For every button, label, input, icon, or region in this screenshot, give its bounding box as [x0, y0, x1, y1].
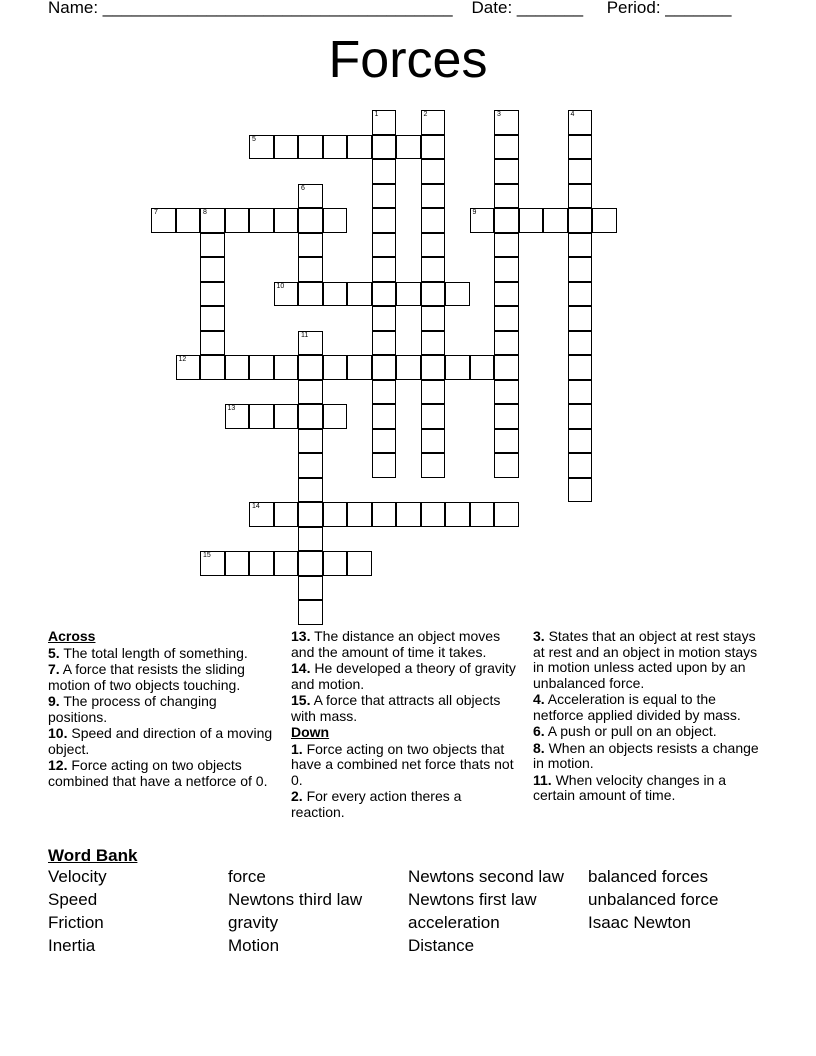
- crossword-cell[interactable]: [274, 135, 299, 160]
- crossword-cell[interactable]: [200, 208, 225, 233]
- crossword-cell[interactable]: [421, 110, 446, 135]
- crossword-cell[interactable]: [274, 282, 299, 307]
- crossword-cell[interactable]: [225, 404, 250, 429]
- clue-number: 13: [227, 405, 236, 412]
- clue-number-label: 7.: [48, 661, 60, 677]
- word-bank-item: Newtons second law: [408, 867, 564, 886]
- crossword-cell[interactable]: [274, 208, 299, 233]
- clue-item: [533, 724, 761, 740]
- clue-item: [291, 742, 516, 789]
- crossword-cell[interactable]: [249, 355, 274, 380]
- crossword-cell[interactable]: [323, 355, 348, 380]
- crossword-cell[interactable]: [298, 208, 323, 233]
- crossword-cell[interactable]: [372, 331, 397, 356]
- clue-number-label: 5.: [48, 644, 60, 661]
- crossword-cell[interactable]: [396, 135, 421, 160]
- crossword-cell[interactable]: [372, 208, 397, 233]
- word-bank-item: unbalanced force: [588, 890, 719, 909]
- crossword-cell[interactable]: [494, 282, 519, 307]
- crossword-cell[interactable]: [592, 208, 617, 233]
- crossword-cell[interactable]: [568, 233, 593, 258]
- crossword-cell[interactable]: [519, 208, 544, 233]
- clue-item: [533, 741, 761, 772]
- crossword-cell[interactable]: [568, 282, 593, 307]
- crossword-cell[interactable]: [421, 135, 446, 160]
- crossword-cell[interactable]: [421, 404, 446, 429]
- crossword-cell[interactable]: [298, 551, 323, 576]
- clue-item: [291, 629, 516, 660]
- crossword-cell[interactable]: [347, 502, 372, 527]
- word-bank-item: Distance: [408, 936, 475, 955]
- clue-item: [291, 789, 516, 820]
- crossword-cell[interactable]: [372, 233, 397, 258]
- crossword-cell[interactable]: [494, 233, 519, 258]
- clue-text: A force that attracts all objects with mass.: [291, 692, 501, 724]
- crossword-cell[interactable]: [323, 404, 348, 429]
- word-bank-item: Inertia: [48, 936, 96, 955]
- clue-number: 7: [154, 209, 158, 216]
- crossword-cell[interactable]: [421, 380, 446, 405]
- crossword-cell[interactable]: [176, 208, 201, 233]
- crossword-cell[interactable]: [421, 355, 446, 380]
- clues-column-2: [291, 629, 516, 821]
- clue-text: He developed a theory of gravity and motion.: [291, 660, 516, 692]
- crossword-cell[interactable]: [421, 282, 446, 307]
- clue-number-label: 1.: [291, 740, 303, 757]
- clue-item: [533, 773, 761, 804]
- word-bank-item: balanced forces: [588, 867, 709, 886]
- clue-number-label: 3.: [533, 628, 545, 644]
- clue-text: For every action theres a reaction.: [291, 788, 462, 820]
- clue-number-label: 8.: [533, 739, 545, 756]
- crossword-cell[interactable]: [494, 135, 519, 160]
- crossword-cell[interactable]: [200, 233, 225, 258]
- crossword-cell[interactable]: [568, 453, 593, 478]
- crossword-cell[interactable]: [298, 502, 323, 527]
- crossword-cell[interactable]: [421, 453, 446, 478]
- clue-text: The process of changing positions.: [48, 693, 217, 725]
- crossword-cell[interactable]: [445, 502, 470, 527]
- clue-number: 11: [301, 331, 309, 339]
- clue-number: 9: [472, 209, 477, 216]
- crossword-cell[interactable]: [298, 233, 323, 258]
- word-bank-item: Isaac Newton: [588, 913, 691, 932]
- crossword-cell[interactable]: [568, 110, 593, 135]
- crossword-cell[interactable]: [568, 404, 593, 429]
- word-bank-item: Newtons third law: [228, 890, 363, 909]
- crossword-cell[interactable]: [274, 355, 299, 380]
- crossword-cell[interactable]: [421, 306, 446, 331]
- clue-number: 14: [252, 503, 260, 510]
- crossword-cell[interactable]: [372, 429, 397, 454]
- crossword-cell[interactable]: [568, 159, 593, 184]
- clue-number: 3: [497, 111, 501, 118]
- crossword-cell[interactable]: [494, 110, 519, 135]
- crossword-cell[interactable]: [200, 331, 225, 356]
- crossword-cell[interactable]: [225, 208, 250, 233]
- crossword-cell[interactable]: [568, 331, 593, 356]
- crossword-cell[interactable]: [372, 502, 397, 527]
- clue-text: Speed and direction of a moving object.: [48, 725, 273, 757]
- crossword-cell[interactable]: [200, 257, 225, 282]
- crossword-cell[interactable]: [274, 404, 299, 429]
- word-bank: [48, 867, 768, 956]
- crossword-cell[interactable]: [494, 306, 519, 331]
- clue-text: Acceleration is equal to the netforce applied divided by mass.: [533, 691, 741, 723]
- crossword-cell[interactable]: [298, 355, 323, 380]
- crossword-cell[interactable]: [396, 282, 421, 307]
- clues-column-3: [533, 629, 761, 805]
- word-bank-item: Friction: [48, 913, 104, 932]
- crossword-cell[interactable]: [323, 282, 348, 307]
- puzzle-title: Forces: [328, 31, 488, 89]
- crossword-cell[interactable]: [347, 135, 372, 160]
- date-field[interactable]: Date: _______: [471, 0, 584, 17]
- clue-item: [48, 694, 276, 725]
- crossword-cell[interactable]: [274, 502, 299, 527]
- clues-column-1: [48, 629, 276, 790]
- crossword-cell[interactable]: [298, 135, 323, 160]
- crossword-cell[interactable]: [298, 576, 323, 601]
- crossword-cell[interactable]: [568, 380, 593, 405]
- clue-number-label: 9.: [48, 693, 60, 709]
- crossword-cell[interactable]: [470, 355, 495, 380]
- crossword-cell[interactable]: [298, 282, 323, 307]
- word-bank-item: force: [228, 867, 266, 886]
- clue-number: 1: [374, 111, 379, 118]
- crossword-cell[interactable]: [298, 600, 323, 625]
- crossword-cell[interactable]: [568, 429, 593, 454]
- crossword-cell[interactable]: [298, 429, 323, 454]
- crossword-cell[interactable]: [396, 502, 421, 527]
- crossword-cell[interactable]: [298, 331, 323, 356]
- word-bank-title: Word Bank: [48, 846, 138, 865]
- crossword-cell[interactable]: [494, 331, 519, 356]
- word-bank-item: Motion: [228, 936, 280, 955]
- crossword-cell[interactable]: [372, 453, 397, 478]
- clue-number: 12: [178, 356, 187, 363]
- clue-text: States that an object at rest stays at rest and an object in motion stays in motion unless acted upon by an unbalanced force.: [533, 628, 758, 691]
- clue-number: 15: [203, 552, 211, 559]
- crossword-cell[interactable]: [470, 502, 495, 527]
- crossword-cell[interactable]: [494, 184, 519, 209]
- crossword-cell[interactable]: [372, 404, 397, 429]
- crossword-cell[interactable]: [494, 380, 519, 405]
- crossword-cell[interactable]: [151, 208, 176, 233]
- clue-number-label: 10.: [48, 725, 68, 741]
- crossword-cell[interactable]: [421, 429, 446, 454]
- clue-text: A push or pull on an object.: [544, 723, 717, 739]
- crossword-cell[interactable]: [568, 135, 593, 160]
- clue-number: 4: [570, 111, 575, 118]
- crossword-cell[interactable]: [298, 478, 323, 503]
- clue-text: Force acting on two objects that have a combined net force thats not 0.: [291, 740, 514, 788]
- crossword-cell[interactable]: [494, 404, 519, 429]
- crossword-cell[interactable]: [543, 208, 568, 233]
- clue-number: 6: [301, 184, 305, 192]
- name-field[interactable]: Name: _____________________________________: [48, 0, 453, 17]
- crossword-cell[interactable]: [200, 355, 225, 380]
- crossword-cell[interactable]: [494, 502, 519, 527]
- across-heading: Across: [48, 628, 96, 644]
- crossword-cell[interactable]: [568, 208, 593, 233]
- crossword-cell[interactable]: [568, 257, 593, 282]
- crossword-cell[interactable]: [274, 551, 299, 576]
- crossword-cell[interactable]: [249, 502, 274, 527]
- clue-item: [291, 693, 516, 724]
- crossword-cell[interactable]: [347, 355, 372, 380]
- word-bank-item: Velocity: [48, 867, 107, 886]
- crossword-cell[interactable]: [225, 551, 250, 576]
- clue-number-label: 15.: [291, 692, 311, 708]
- crossword-cell[interactable]: [249, 404, 274, 429]
- crossword-cell[interactable]: [200, 282, 225, 307]
- crossword-cell[interactable]: [494, 453, 519, 478]
- crossword-cell[interactable]: [298, 257, 323, 282]
- clue-text: The distance an object moves and the amount of time it takes.: [291, 628, 501, 660]
- crossword-cell[interactable]: [568, 355, 593, 380]
- crossword-cell[interactable]: [372, 282, 397, 307]
- crossword-cell[interactable]: [298, 404, 323, 429]
- crossword-cell[interactable]: [494, 355, 519, 380]
- clue-item: [48, 646, 276, 662]
- crossword-cell[interactable]: [372, 135, 397, 160]
- clue-item: [291, 661, 516, 692]
- crossword-cell[interactable]: [494, 257, 519, 282]
- crossword-cell[interactable]: [372, 355, 397, 380]
- crossword-cell[interactable]: [249, 551, 274, 576]
- clue-text: When velocity changes in a certain amount of time.: [533, 771, 727, 803]
- crossword-cell[interactable]: [470, 208, 495, 233]
- clue-text: The total length of something.: [59, 644, 248, 661]
- clue-number-label: 14.: [291, 660, 311, 676]
- crossword-cell[interactable]: [347, 282, 372, 307]
- clue-number-label: 6.: [533, 723, 545, 739]
- crossword-cell[interactable]: [421, 331, 446, 356]
- crossword-cell[interactable]: [396, 355, 421, 380]
- clue-item: [533, 692, 761, 723]
- clue-number: 5: [252, 135, 256, 143]
- crossword-cell[interactable]: [372, 257, 397, 282]
- down-heading: Down: [291, 724, 330, 740]
- clue-item: [48, 662, 276, 693]
- clue-number-label: 13.: [291, 628, 311, 644]
- word-bank-item: Speed: [48, 890, 98, 909]
- crossword-cell[interactable]: [421, 208, 446, 233]
- crossword-cell[interactable]: [298, 527, 323, 552]
- word-bank-item: Newtons first law: [408, 890, 537, 909]
- crossword-cell[interactable]: [421, 257, 446, 282]
- crossword-cell[interactable]: [372, 110, 397, 135]
- crossword-cell[interactable]: [494, 159, 519, 184]
- crossword-cell[interactable]: [568, 184, 593, 209]
- clue-number-label: 11.: [533, 771, 552, 788]
- crossword-cell[interactable]: [298, 380, 323, 405]
- crossword-cell[interactable]: [176, 355, 201, 380]
- crossword-cell[interactable]: [421, 233, 446, 258]
- clue-number-label: 12.: [48, 757, 68, 773]
- crossword-cell[interactable]: [421, 184, 446, 209]
- crossword-cell[interactable]: [372, 159, 397, 184]
- crossword-cell[interactable]: [372, 184, 397, 209]
- crossword-cell[interactable]: [494, 429, 519, 454]
- crossword-cell[interactable]: [298, 184, 323, 209]
- clue-number: 2: [423, 111, 428, 118]
- clue-number: 10: [276, 282, 285, 290]
- crossword-cell[interactable]: [445, 355, 470, 380]
- word-bank-item: gravity: [228, 913, 279, 932]
- clue-item: [48, 726, 276, 757]
- clue-number-label: 2.: [291, 788, 303, 804]
- crossword-cell[interactable]: [372, 380, 397, 405]
- crossword-cell[interactable]: [225, 355, 250, 380]
- clue-item: [533, 629, 761, 691]
- crossword-cell[interactable]: [298, 453, 323, 478]
- crossword-cell[interactable]: [494, 208, 519, 233]
- crossword-cell[interactable]: [445, 282, 470, 307]
- word-bank-item: acceleration: [408, 913, 500, 932]
- clue-text: When an objects resists a change in motion.: [533, 739, 759, 771]
- clue-text: A force that resists the sliding motion of two objects touching.: [48, 661, 245, 693]
- crossword-cell[interactable]: [372, 306, 397, 331]
- crossword-cell[interactable]: [421, 502, 446, 527]
- clue-item: [48, 758, 276, 789]
- clue-number-label: 4.: [533, 691, 545, 707]
- crossword-cell[interactable]: [421, 159, 446, 184]
- crossword-cell[interactable]: [200, 306, 225, 331]
- crossword-cell[interactable]: [568, 306, 593, 331]
- crossword-cell[interactable]: [249, 208, 274, 233]
- crossword-cell[interactable]: [347, 551, 372, 576]
- crossword-cell[interactable]: [323, 208, 348, 233]
- crossword-cell[interactable]: [249, 135, 274, 160]
- crossword-cell[interactable]: [323, 502, 348, 527]
- crossword-cell[interactable]: [568, 478, 593, 503]
- clue-number: 8: [203, 209, 207, 216]
- clue-text: Force acting on two objects combined that have a netforce of 0.: [48, 757, 268, 789]
- crossword-cell[interactable]: [200, 551, 225, 576]
- period-field[interactable]: Period: _______: [606, 0, 732, 17]
- crossword-cell[interactable]: [323, 551, 348, 576]
- crossword-cell[interactable]: [323, 135, 348, 160]
